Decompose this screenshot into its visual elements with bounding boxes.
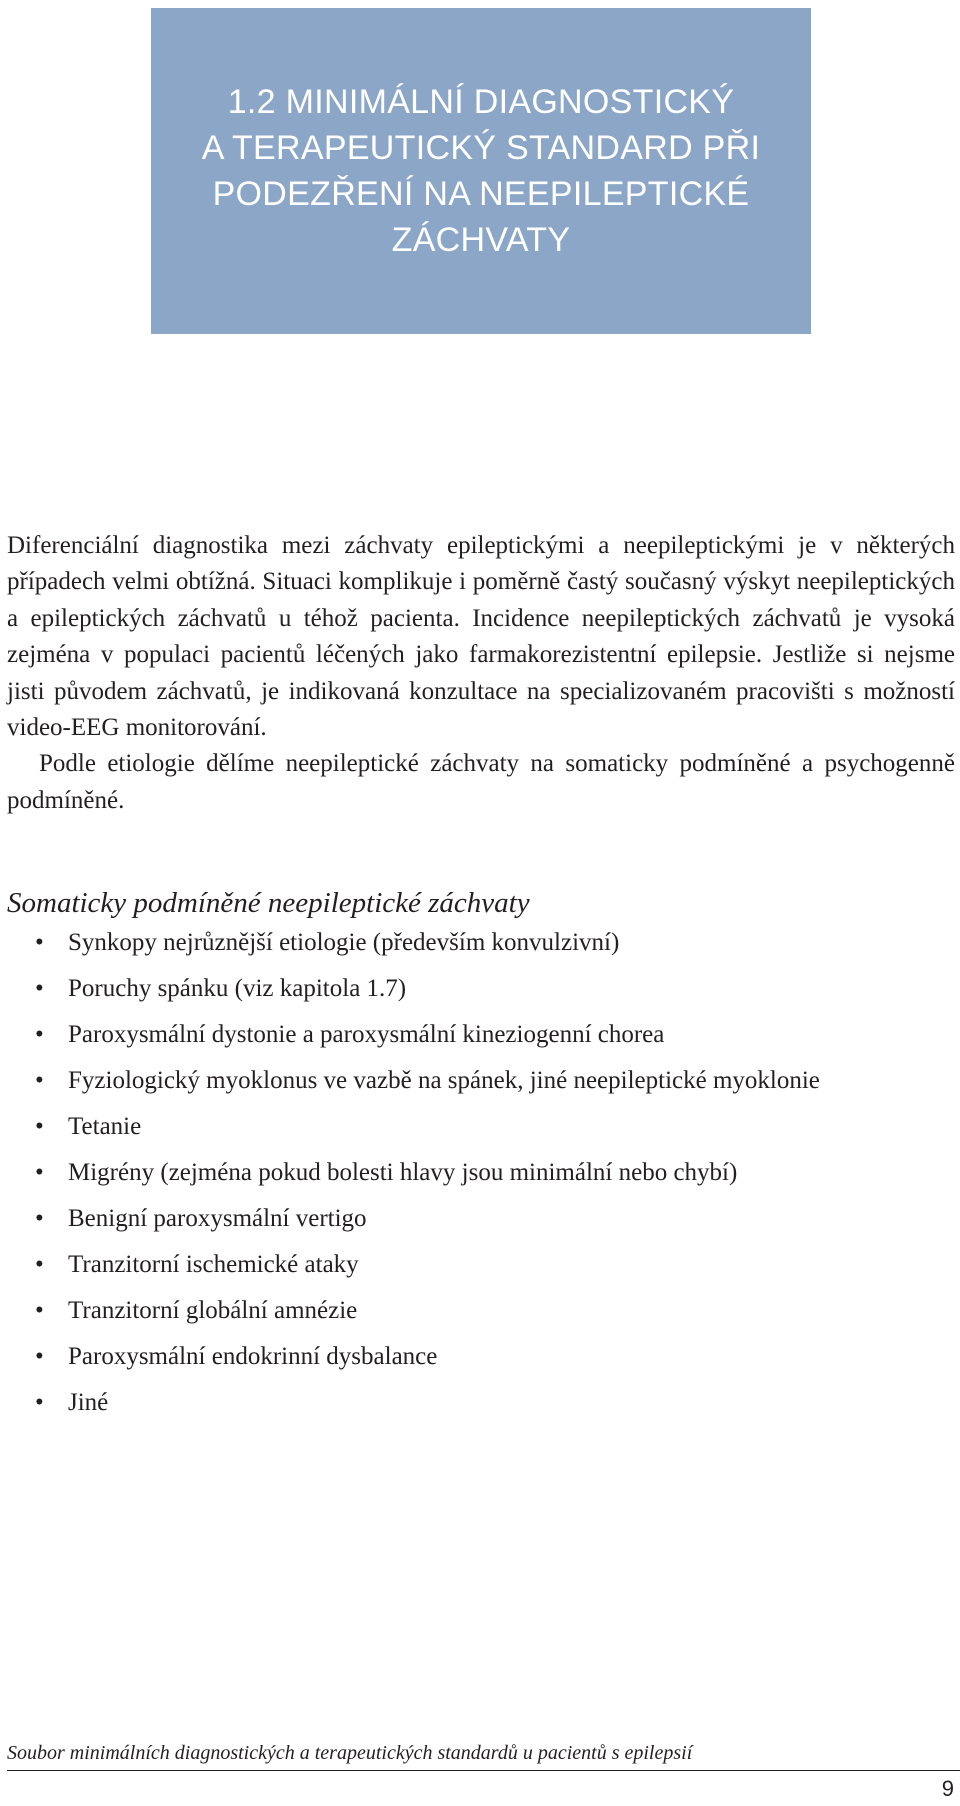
list-item	[7, 925, 907, 961]
intro-paragraph-1: Diferenciální diagnostika mezi záchvaty epileptickými a neepileptickými je v některých případech velmi obtížná. Situaci komplikuje i poměrně častý současný výskyt neepileptických a epileptických záchvatů u téhož pacienta. Incidence neepileptických záchvatů je vysoká zejména v populaci pacientů léčených jako farmakorezistentní epilepsie. Jestliže si nejsme jisti původem záchvatů, je indikovaná konzultace na specializovaném pracovišti s možností video-EEG monitorování.	[7, 532, 955, 742]
bullet-icon: •	[35, 1389, 44, 1416]
bullet-icon: •	[35, 1297, 44, 1324]
list-item	[7, 1247, 907, 1283]
bullet-icon: •	[35, 1343, 44, 1370]
list-item	[7, 1293, 907, 1329]
list-item	[7, 1109, 907, 1145]
bullet-icon: •	[35, 929, 44, 956]
list-item	[7, 971, 907, 1007]
bullet-icon: •	[35, 1159, 44, 1186]
list-item	[7, 1201, 907, 1237]
intro-paragraph-2: Podle etiologie dělíme neepileptické záchvaty na somaticky podmíněné a psychogenně podmíněné.	[7, 750, 955, 814]
list-item-text: Fyziologický myoklonus ve vazbě na spánek, jiné neepileptické myoklonie	[68, 1067, 820, 1094]
footer-running-title: Soubor minimálních diagnostických a terapeutických standardů u pacientů s epilepsií	[7, 1742, 693, 1764]
list-item	[7, 1155, 907, 1191]
list-item	[7, 1385, 907, 1421]
list-item-text: Tetanie	[68, 1113, 142, 1140]
bullet-icon: •	[35, 1021, 44, 1048]
list-item-text: Jiné	[68, 1389, 109, 1416]
list-item-text: Synkopy nejrůznější etiologie (především konvulzivní)	[68, 929, 620, 956]
intro-text	[7, 528, 955, 819]
chapter-title: 1.2 MINIMÁLNÍ DIAGNOSTICKÝ A TERAPEUTICKÝ STANDARD PŘI PODEZŘENÍ NA NEEPILEPTICKÉ ZÁCHVATY	[201, 83, 761, 259]
section-heading: Somaticky podmíněné neepileptické záchvaty	[7, 887, 530, 919]
page-number: 9	[941, 1776, 954, 1801]
list-item	[7, 1063, 907, 1099]
list-item-text: Paroxysmální dystonie a paroxysmální kineziogenní chorea	[68, 1021, 665, 1048]
bullet-list	[7, 925, 907, 1431]
list-item	[7, 1017, 907, 1053]
bullet-icon: •	[35, 1067, 44, 1094]
bullet-icon: •	[35, 1251, 44, 1278]
bullet-icon: •	[35, 1205, 44, 1232]
bullet-icon: •	[35, 1113, 44, 1140]
list-item-text: Tranzitorní ischemické ataky	[68, 1251, 359, 1278]
footer-divider	[7, 1770, 960, 1771]
list-item-text: Benigní paroxysmální vertigo	[68, 1205, 367, 1232]
bullet-icon: •	[35, 975, 44, 1002]
list-item-text: Poruchy spánku (viz kapitola 1.7)	[68, 975, 407, 1002]
list-item	[7, 1339, 907, 1375]
list-item-text: Paroxysmální endokrinní dysbalance	[68, 1343, 438, 1370]
list-item-text: Migrény (zejména pokud bolesti hlavy jsou minimální nebo chybí)	[68, 1159, 738, 1186]
list-item-text: Tranzitorní globální amnézie	[68, 1297, 358, 1324]
chapter-title-box	[151, 8, 811, 334]
